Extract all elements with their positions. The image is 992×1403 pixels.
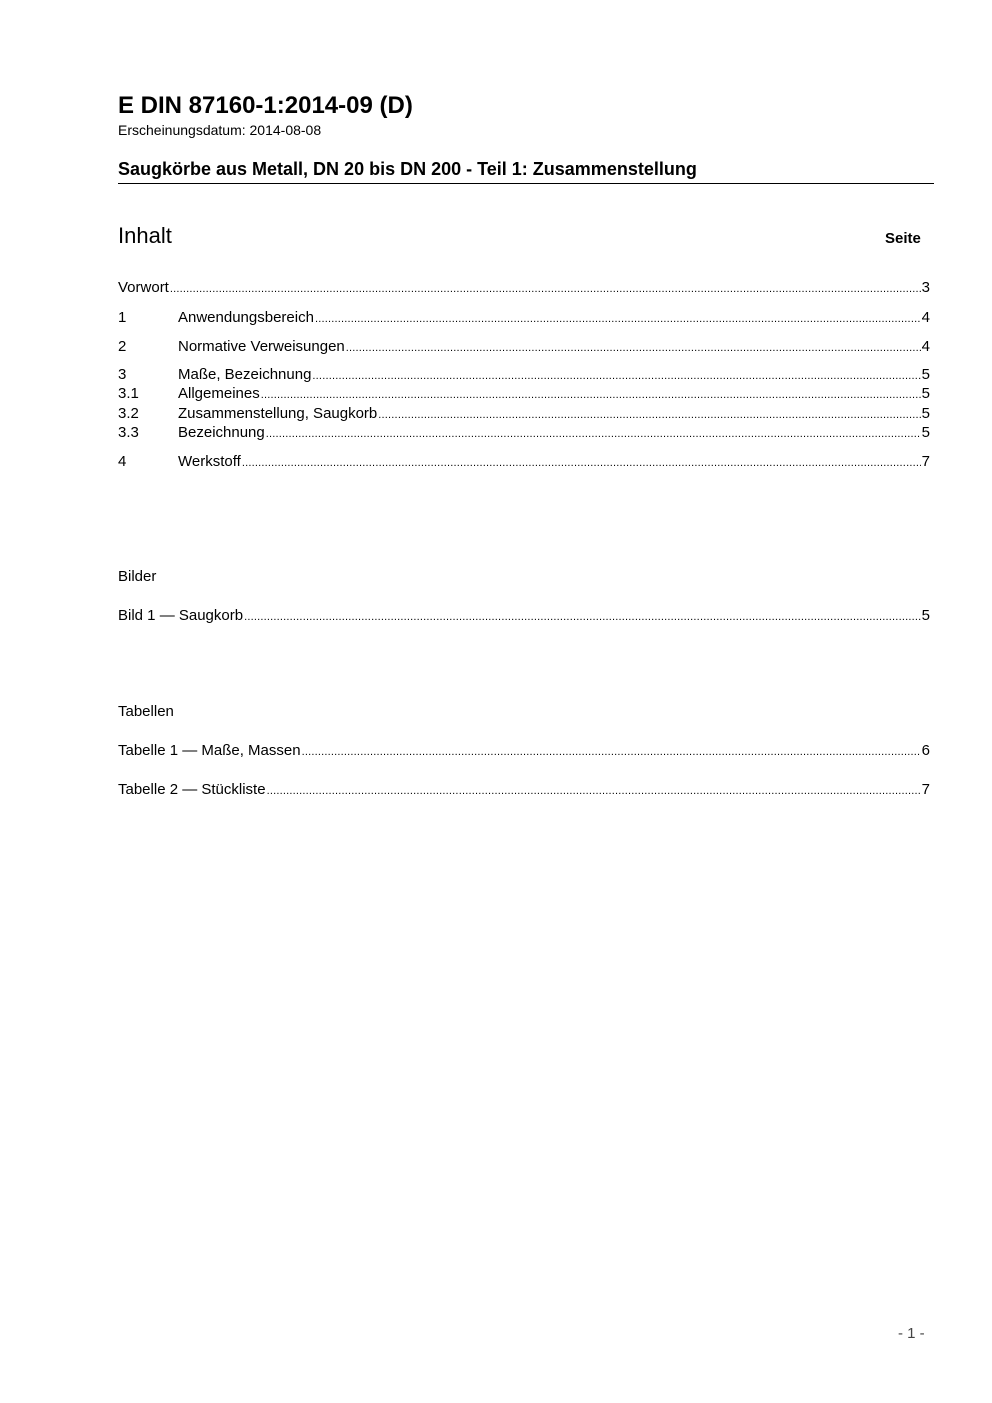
toc-entry-number: 3.2	[118, 405, 139, 422]
toc-entry-title: Bezeichnung	[178, 424, 265, 441]
dot-leader	[346, 338, 921, 358]
page-column-label: Seite	[885, 230, 921, 247]
toc-entry-page: 7	[921, 453, 930, 470]
toc-entry-number: 4	[118, 453, 127, 470]
dot-leader	[378, 405, 920, 425]
table-entry-1[interactable]	[118, 741, 930, 761]
dot-leader	[302, 742, 921, 762]
dot-leader	[242, 453, 921, 473]
toc-entry-3-2[interactable]	[118, 404, 930, 424]
document-title: E DIN 87160-1:2014-09 (D)	[118, 92, 413, 119]
toc-entry-3-3[interactable]	[118, 423, 930, 443]
toc-entry-number: 3.3	[118, 424, 139, 441]
toc-entry-title: Maße, Bezeichnung	[178, 366, 312, 383]
toc-entry-page: 5	[921, 405, 930, 422]
toc-entry-title: Normative Verweisungen	[178, 338, 345, 355]
table-entry-page: 6	[921, 742, 930, 759]
toc-entry-vorwort[interactable]	[118, 278, 930, 298]
toc-entry-page: 5	[921, 385, 930, 402]
toc-entry-title: Anwendungsbereich	[178, 309, 314, 326]
figure-entry-1[interactable]	[118, 606, 930, 626]
dot-leader	[266, 424, 921, 444]
publication-date: Erscheinungsdatum: 2014-08-08	[118, 122, 322, 138]
toc-entry-number: 3.1	[118, 385, 139, 402]
toc-entry-3-1[interactable]	[118, 384, 930, 404]
toc-entry-page: 3	[921, 279, 930, 296]
dot-leader	[261, 385, 921, 405]
toc-entry-2[interactable]	[118, 337, 930, 357]
dot-leader	[244, 607, 921, 627]
dot-leader	[170, 279, 921, 299]
dot-leader	[267, 781, 921, 801]
toc-entry-1[interactable]	[118, 308, 930, 328]
toc-entry-number: 1	[118, 309, 127, 326]
dot-leader	[312, 366, 920, 386]
tables-heading: Tabellen	[118, 703, 174, 720]
toc-entry-title: Vorwort	[118, 279, 169, 296]
table-entry-2[interactable]	[118, 780, 930, 800]
table-entry-title: Tabelle 1 — Maße, Massen	[118, 742, 301, 759]
toc-entry-number: 2	[118, 338, 127, 355]
figure-entry-title: Bild 1 — Saugkorb	[118, 607, 244, 624]
document-subject: Saugkörbe aus Metall, DN 20 bis DN 200 - Teil 1: Zusammenstellung	[118, 159, 934, 184]
toc-entry-page: 4	[921, 309, 930, 326]
contents-heading: Inhalt	[118, 223, 172, 248]
toc-entry-page: 5	[921, 424, 930, 441]
table-entry-page: 7	[921, 781, 930, 798]
toc-entry-4[interactable]	[118, 452, 930, 472]
toc-entry-page: 4	[921, 338, 930, 355]
toc-entry-title: Zusammenstellung, Saugkorb	[178, 405, 378, 422]
dot-leader	[315, 309, 921, 329]
page-number: - 1 -	[898, 1325, 925, 1342]
toc-entry-title: Allgemeines	[178, 385, 260, 402]
toc-entry-page: 5	[921, 366, 930, 383]
figure-entry-page: 5	[921, 607, 930, 624]
toc-entry-number: 3	[118, 366, 127, 383]
table-entry-title: Tabelle 2 — Stückliste	[118, 781, 266, 798]
toc-entry-3[interactable]	[118, 365, 930, 385]
figures-heading: Bilder	[118, 568, 157, 585]
toc-entry-title: Werkstoff	[178, 453, 241, 470]
